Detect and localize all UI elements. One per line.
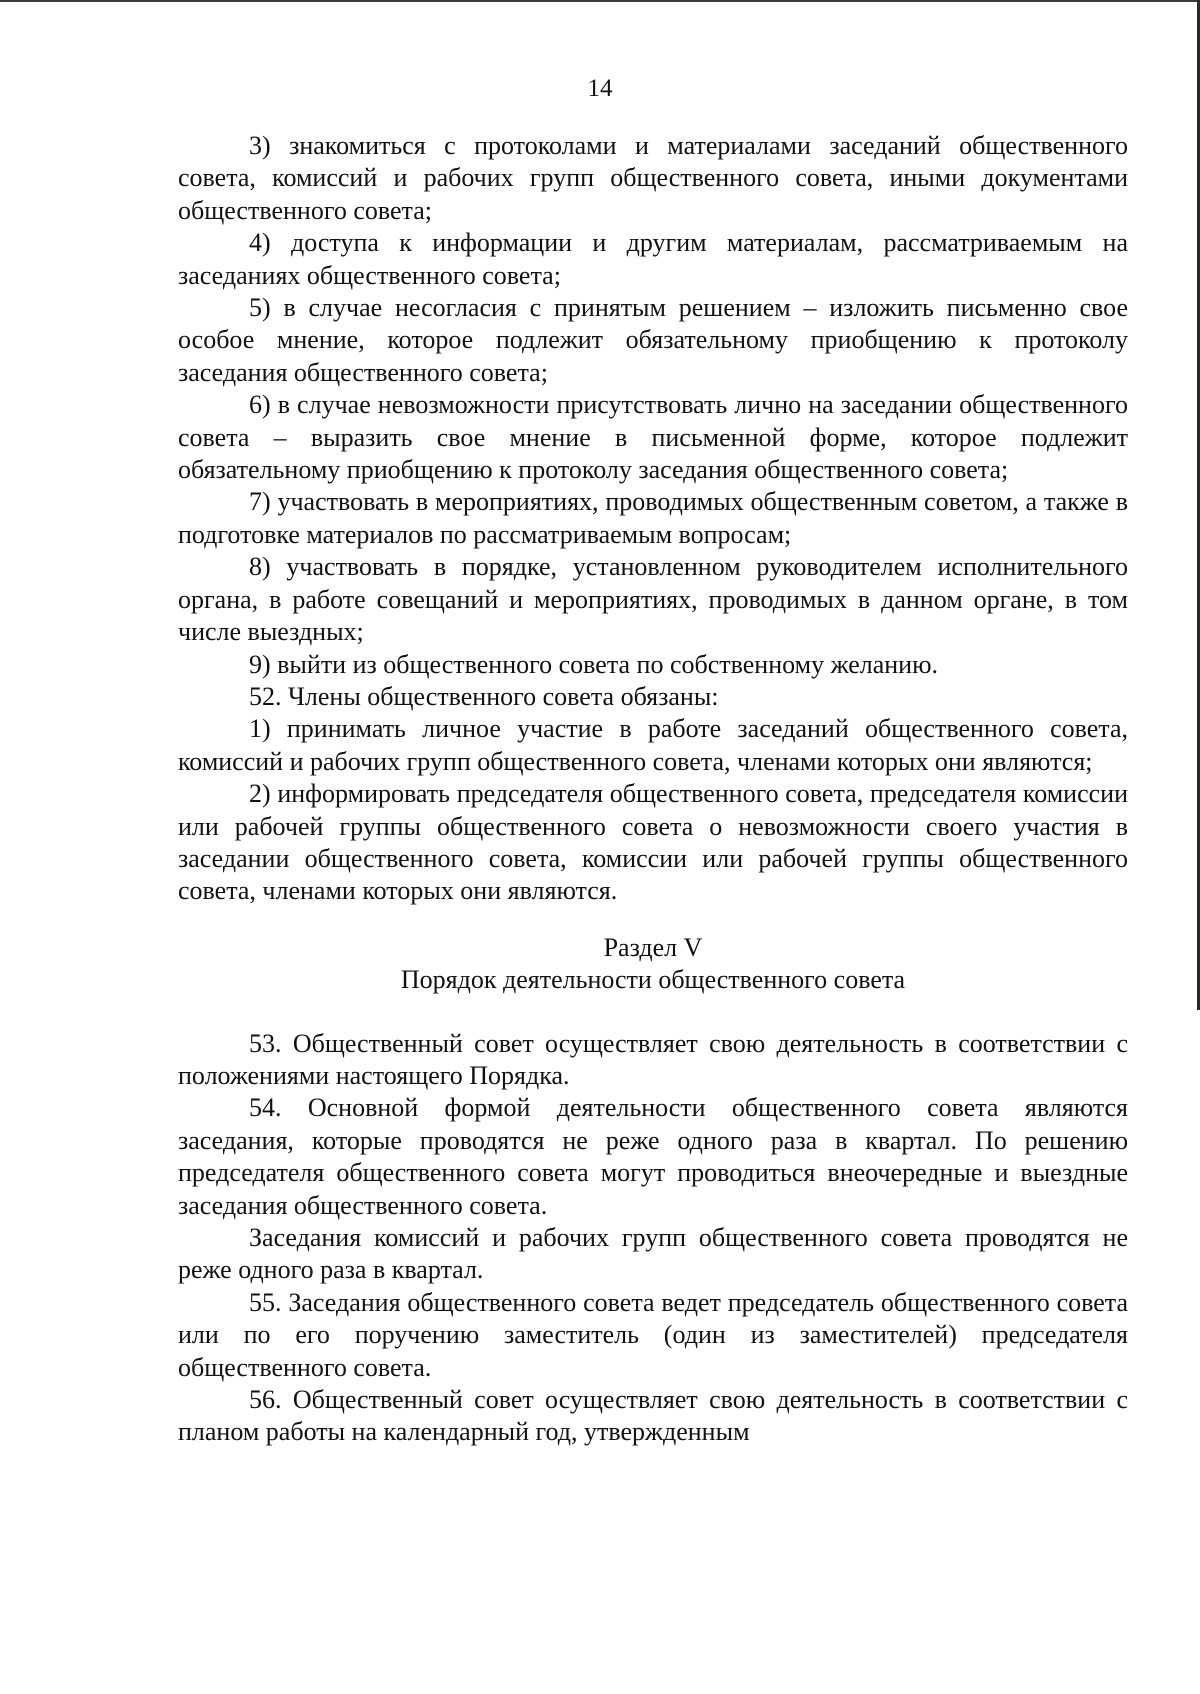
paragraph-clause-54: 54. Основной формой деятельности общественного совета являются заседания, которые проводятся не реже одного раза в квартал. По решению председателя общественного совета могут проводиться внеочередные и выездные заседания общественного совета.	[178, 1093, 1128, 1220]
paragraph-item-6: 6) в случае невозможности присутствовать лично на заседании общественного совета – выразить свое мнение в письменной форме, которое подлежит обязательному приобщению к протоколу заседания общественного совета;	[178, 390, 1128, 485]
scan-top-edge	[0, 0, 1200, 2]
document-body	[178, 130, 1128, 1449]
paragraph-clause-52: 52. Члены общественного совета обязаны:	[249, 681, 719, 711]
paragraph-duty-1: 1) принимать личное участие в работе заседаний общественного совета, комиссий и рабочих групп общественного совета, членами которых они являются;	[178, 714, 1128, 776]
section-title: Порядок деятельности общественного совета	[400, 965, 906, 995]
section-heading: Раздел V	[603, 932, 703, 962]
paragraph-item-4: 4) доступа к информации и другим материалам, рассматриваемым на заседаниях общественного совета;	[178, 228, 1128, 290]
page-number: 14	[587, 75, 613, 102]
paragraph-duty-2: 2) информировать председателя общественного совета, председателя комиссии или рабочей группы общественного совета о невозможности своего участия в заседании общественного совета, комиссии или рабочей группы общественного совета, членами которых они являются.	[178, 779, 1128, 906]
paragraph-clause-53: 53. Общественный совет осуществляет свою деятельность в соответствии с положениями настоящего Порядка.	[178, 1028, 1128, 1090]
paragraph-item-3: 3) знакомиться с протоколами и материалами заседаний общественного совета, комиссий и рабочих групп общественного совета, иными документами общественного совета;	[178, 131, 1128, 225]
paragraph-item-5: 5) в случае несогласия с принятым решением – изложить письменно свое особое мнение, которое подлежит обязательному приобщению к протоколу заседания общественного совета;	[178, 293, 1128, 387]
paragraph-clause-54-continued: Заседания комиссий и рабочих групп общественного совета проводятся не реже одного раза в квартал.	[178, 1223, 1128, 1285]
paragraph-clause-56: 56. Общественный совет осуществляет свою деятельность в соответствии с планом работы на календарный год, утвержденным	[178, 1385, 1128, 1447]
paragraph-item-8: 8) участвовать в порядке, установленном руководителем исполнительного органа, в работе совещаний и мероприятиях, проводимых в данном органе, в том числе выездных;	[178, 552, 1128, 647]
paragraph-clause-55: 55. Заседания общественного совета ведет председатель общественного совета или по его поручению заместитель (один из заместителей) председателя общественного совета.	[178, 1287, 1128, 1382]
paragraph-item-9: 9) выйти из общественного совета по собственному желанию.	[249, 649, 939, 679]
paragraph-item-7: 7) участвовать в мероприятиях, проводимых общественным советом, а также в подготовке материалов по рассматриваемым вопросам;	[178, 487, 1128, 549]
